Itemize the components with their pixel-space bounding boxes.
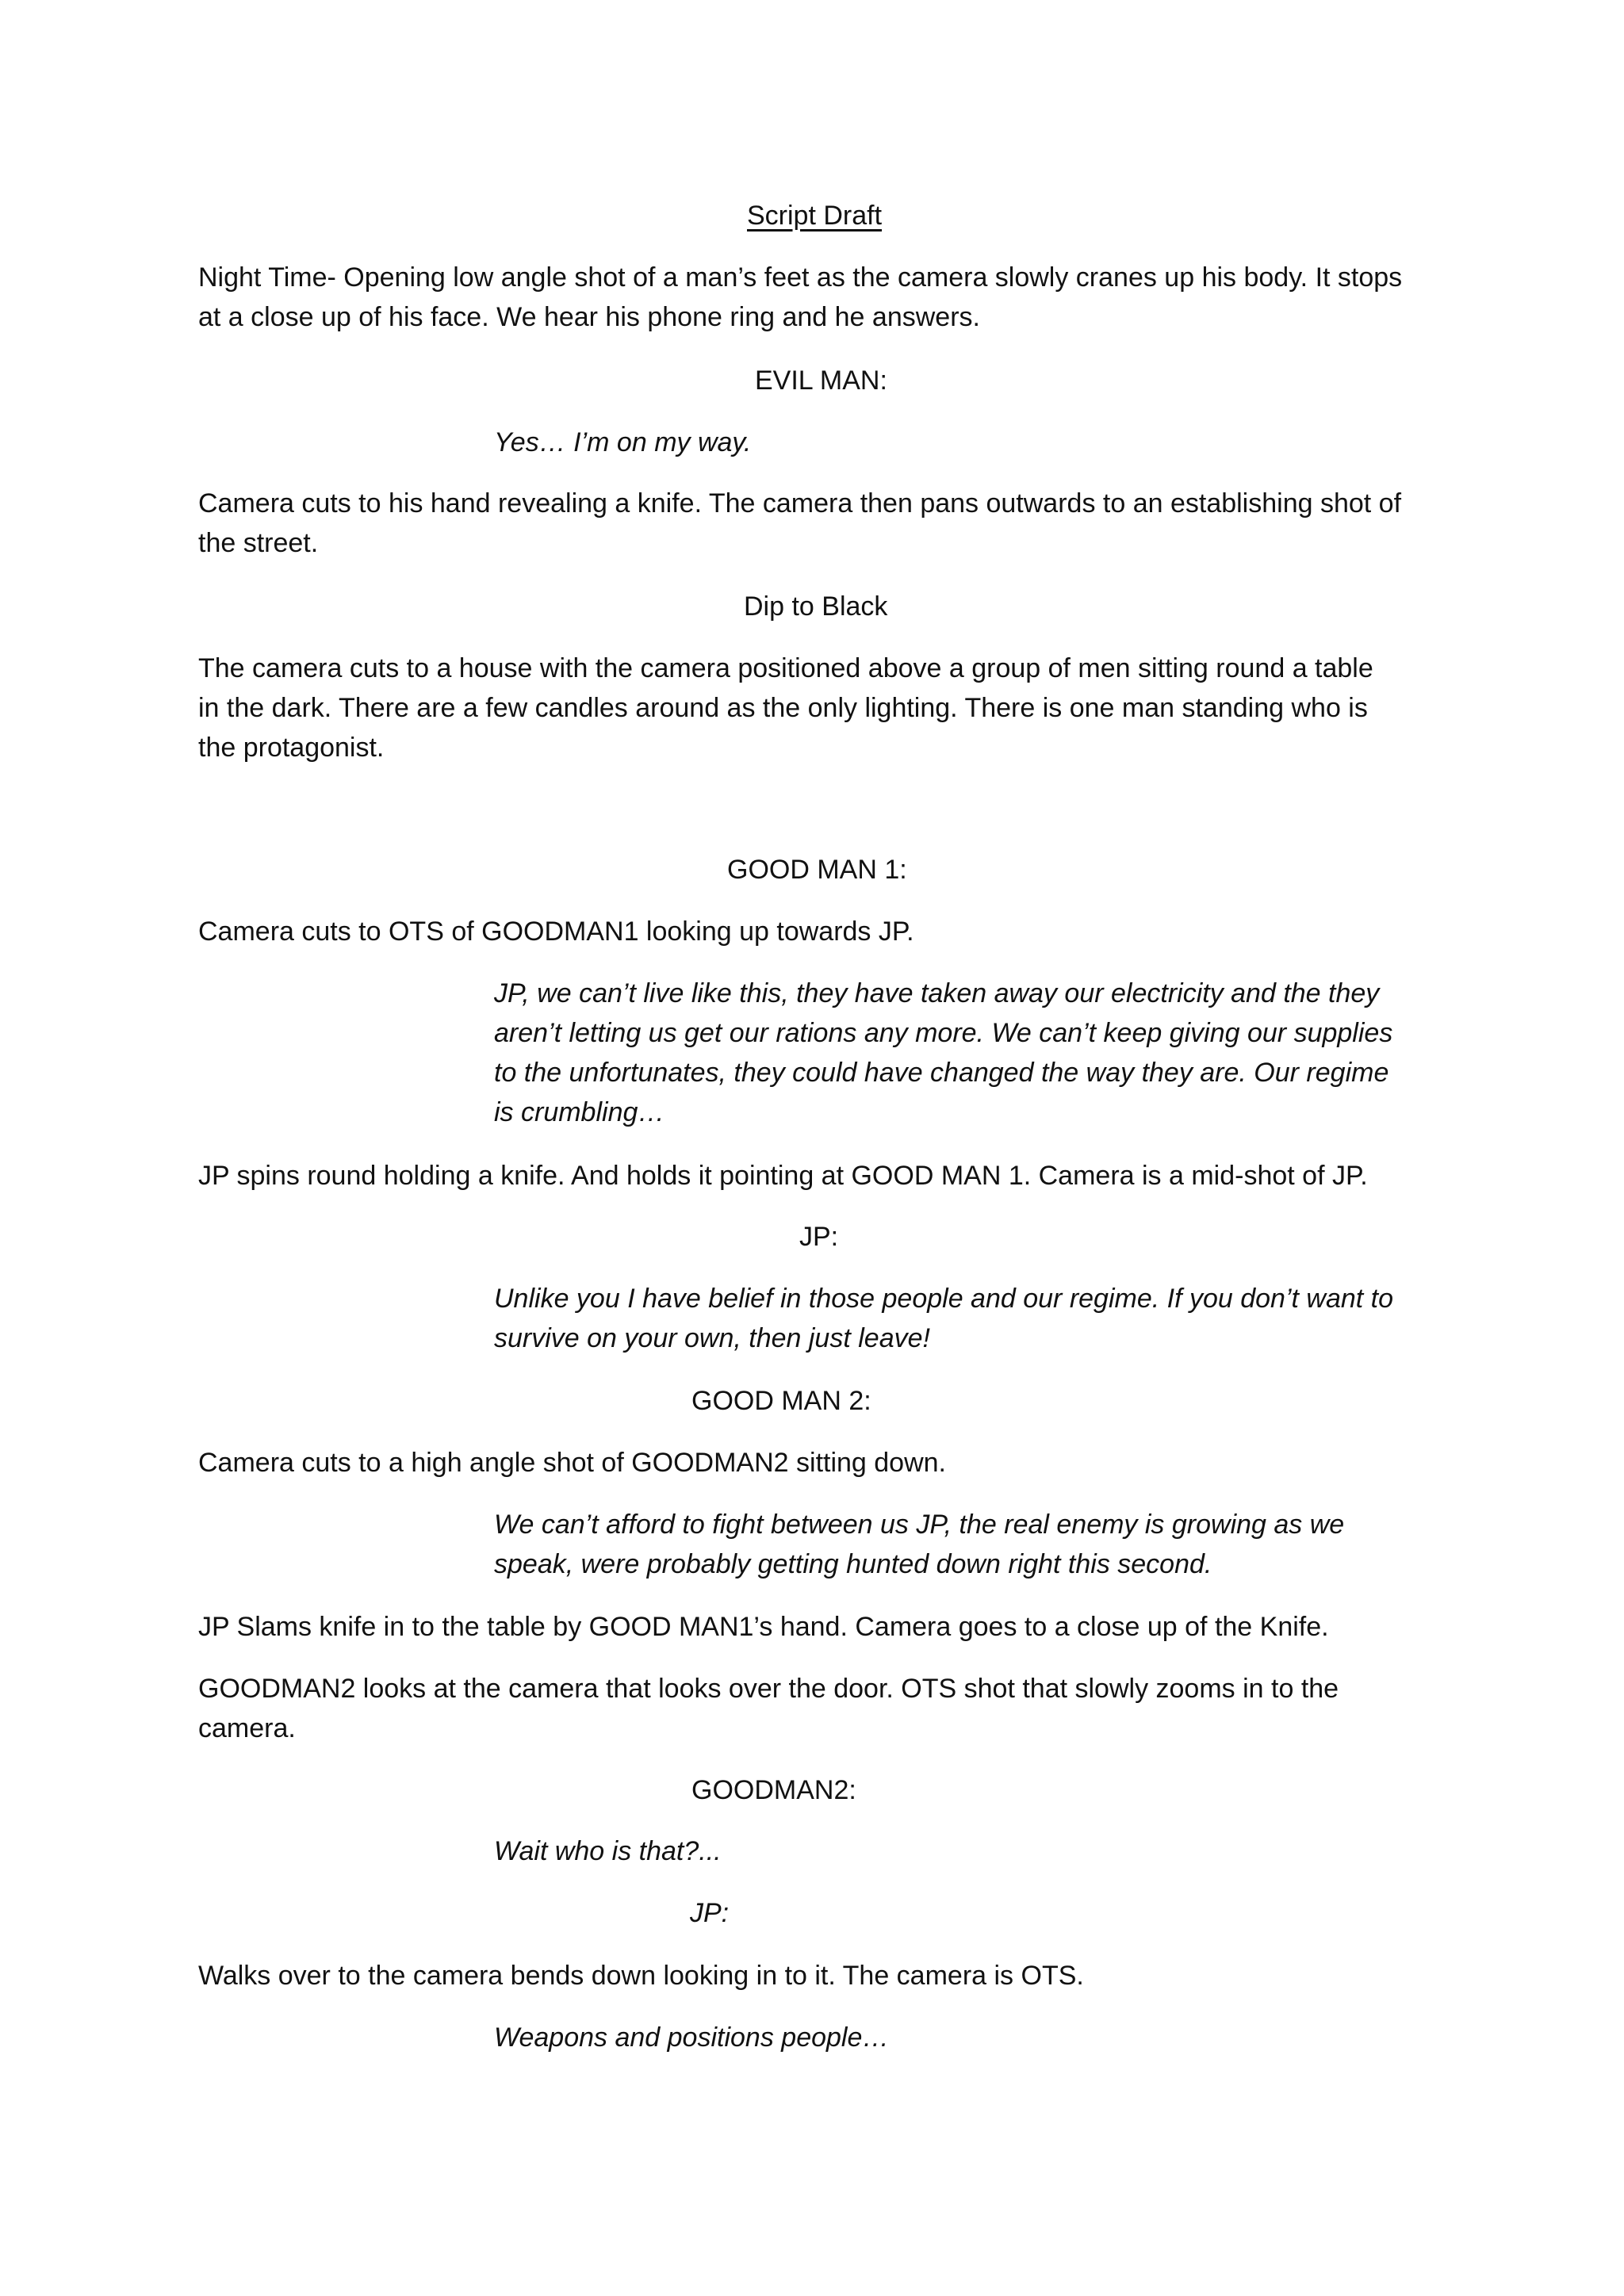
dialogue-line: speak, were probably getting hunted down right this second. <box>494 1549 1212 1579</box>
action-line: Camera cuts to his hand revealing a knife. The camera then pans outwards to an establishing shot of <box>198 488 1402 519</box>
dialogue-line: Unlike you I have belief in those people and our regime. If you don’t want to <box>494 1284 1394 1314</box>
action-line: the street. <box>198 528 319 558</box>
action-line: Camera cuts to a high angle shot of GOODMAN2 sitting down. <box>198 1448 947 1478</box>
dialogue-line: We can’t afford to fight between us JP, the real enemy is growing as we <box>494 1510 1345 1540</box>
dialogue-line: Yes… I’m on my way. <box>494 427 752 457</box>
character-name: EVIL MAN: <box>755 365 887 396</box>
action-line: Camera cuts to OTS of GOODMAN1 looking up towards JP. <box>198 916 914 947</box>
dialogue-line: to the unfortunates, they could have changed the way they are. Our regime <box>494 1058 1389 1088</box>
dialogue-line: JP, we can’t live like this, they have taken away our electricity and the they <box>494 978 1380 1008</box>
action-line: the protagonist. <box>198 733 385 763</box>
character-name: GOODMAN2: <box>691 1775 856 1805</box>
action-line: JP spins round holding a knife. And holds it pointing at GOOD MAN 1. Camera is a mid-shot of JP. <box>198 1161 1368 1191</box>
transition-line: Dip to Black <box>744 591 888 622</box>
action-line: Walks over to the camera bends down looking in to it. The camera is OTS. <box>198 1961 1084 1991</box>
action-line: camera. <box>198 1713 296 1743</box>
character-name: GOOD MAN 2: <box>691 1386 871 1416</box>
dialogue-line: is crumbling… <box>494 1097 665 1127</box>
action-line: in the dark. There are a few candles around as the only lighting. There is one man standing who is <box>198 693 1368 723</box>
character-name: GOOD MAN 1: <box>727 855 907 885</box>
character-name: JP: <box>799 1222 839 1252</box>
dialogue-line: Wait who is that?... <box>494 1836 722 1866</box>
action-line: Night Time- Opening low angle shot of a man’s feet as the camera slowly cranes up his body. It stops <box>198 262 1403 293</box>
action-line: JP Slams knife in to the table by GOOD MAN1’s hand. Camera goes to a close up of the Knife. <box>198 1612 1329 1642</box>
action-line: The camera cuts to a house with the camera positioned above a group of men sitting round a table <box>198 653 1373 683</box>
action-line: GOODMAN2 looks at the camera that looks over the door. OTS shot that slowly zooms in to the <box>198 1674 1339 1704</box>
page-title: Script Draft <box>747 201 883 231</box>
action-line: at a close up of his face. We hear his phone ring and he answers. <box>198 302 980 332</box>
dialogue-line: survive on your own, then just leave! <box>494 1323 930 1353</box>
dialogue-line: Weapons and positions people… <box>494 2022 890 2053</box>
dialogue-line: aren’t letting us get our rations any more. We can’t keep giving our supplies <box>494 1018 1393 1048</box>
character-name: JP: <box>690 1898 730 1928</box>
